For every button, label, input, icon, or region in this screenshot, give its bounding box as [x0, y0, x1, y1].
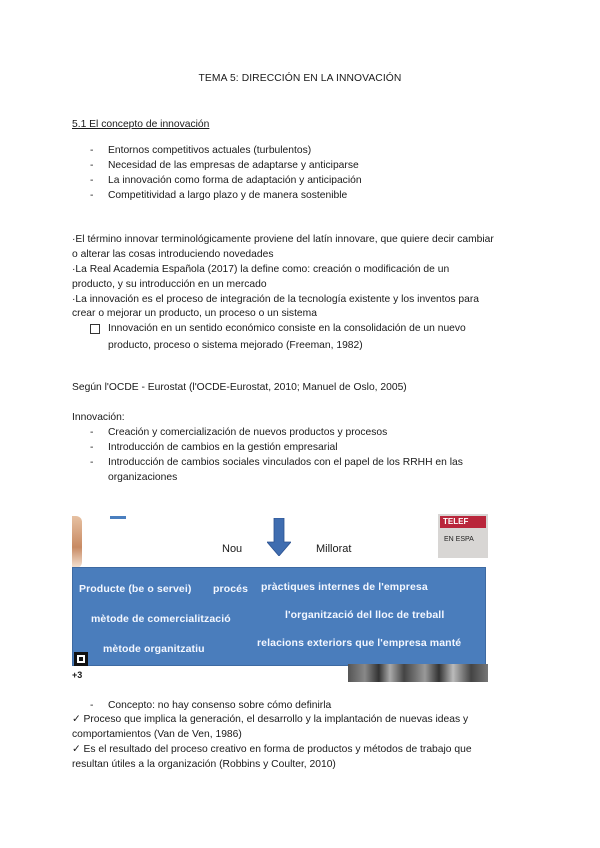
- check-item-line: resultan útiles a la organización (Robbins y Coulter, 2010): [72, 759, 336, 770]
- list-item-text: Introducción de cambios en la gestión empresarial: [108, 442, 338, 453]
- innovacion-label: Innovación:: [72, 412, 125, 423]
- list-item-text: Necesidad de las empresas de adaptarse y anticiparse: [108, 160, 359, 171]
- list-item-text: Introducción de cambios sociales vinculados con el papel de los RRHH en las: [108, 457, 463, 468]
- list-item-text: Concepto: no hay consenso sobre cómo definirla: [108, 700, 332, 711]
- box-label-practiques: pràctiques internes de l'empresa: [261, 581, 428, 593]
- photo-thumbnail-left: [72, 516, 82, 568]
- page-title: TEMA 5: DIRECCIÓN EN LA INNOVACIÓN: [198, 73, 402, 84]
- checkbox-item-line2: producto, proceso o sistema mejorado (Freeman, 1982): [108, 340, 363, 351]
- check-item-line: ✓ Proceso que implica la generación, el desarrollo y la implantación de nuevas ideas y: [72, 714, 469, 725]
- list-item-text: Competitividad a largo plazo y de manera sostenible: [108, 190, 348, 201]
- innovation-types-box: [72, 567, 486, 666]
- photo-strip: [348, 664, 488, 682]
- qr-label: +3: [72, 670, 83, 680]
- section-heading: 5.1 El concepto de innovación: [72, 119, 210, 130]
- list-item-text: Entornos competitivos actuales (turbulentos): [108, 145, 312, 156]
- checkbox-item-line1: Innovación en un sentido económico consiste en la consolidación de un nuevo: [108, 323, 466, 334]
- photo-banner: TELEF: [440, 516, 486, 528]
- paragraph-line: ·La Real Academia Española (2017) la define como: creación o modificación de un: [72, 264, 450, 275]
- paragraph-line: crear o mejorar un producto, un proceso o un sistema: [72, 308, 317, 319]
- paragraph-line: o alterar las cosas introduciendo novedades: [72, 249, 274, 260]
- paragraph-line: ·El término innovar terminológicamente proviene del latín innovare, que quiere decir cambiar: [72, 234, 494, 245]
- list-item-text: La innovación como forma de adaptación y anticipación: [108, 175, 362, 186]
- list-item-text: Creación y comercialización de nuevos productos y procesos: [108, 427, 388, 438]
- paragraph-line: ·La innovación es el proceso de integración de la tecnología existente y los inventos para: [72, 294, 479, 305]
- paragraph-line: producto, y su introducción en un mercado: [72, 279, 267, 290]
- box-label-organitzacio: l'organització del lloc de treball: [285, 609, 445, 621]
- check-item-line: ✓ Es el resultado del proceso creativo en forma de productos y métodos de trabajo que: [72, 744, 472, 755]
- check-item-line: comportamientos (Van de Ven, 1986): [72, 729, 242, 740]
- box-label-metode-comercialitzacio: mètode de comercialització: [91, 613, 231, 625]
- label-millorat: Millorat: [316, 543, 352, 555]
- box-label-producte: Producte (be o servei): [79, 583, 192, 595]
- arrow-down-icon: [267, 518, 291, 556]
- checkbox-icon: [90, 324, 100, 334]
- box-label-proces: procés: [213, 583, 249, 595]
- ocde-reference: Según l'OCDE - Eurostat (l'OCDE-Eurostat, 2010; Manuel de Oslo, 2005): [72, 382, 407, 393]
- list-item-text: organizaciones: [108, 472, 178, 483]
- checkbox-list-item: [90, 321, 530, 353]
- photo-thumbnail-right: [438, 514, 488, 558]
- box-label-relacions: relacions exteriors que l'empresa manté: [257, 637, 462, 649]
- box-label-metode-organitzatiu: mètode organitzatiu: [103, 643, 205, 655]
- label-nou: Nou: [222, 543, 243, 555]
- photo-sub: EN ESPA: [444, 536, 474, 543]
- innovation-figure: [72, 512, 488, 682]
- decorative-bar: [110, 516, 126, 519]
- qr-icon: [74, 652, 88, 666]
